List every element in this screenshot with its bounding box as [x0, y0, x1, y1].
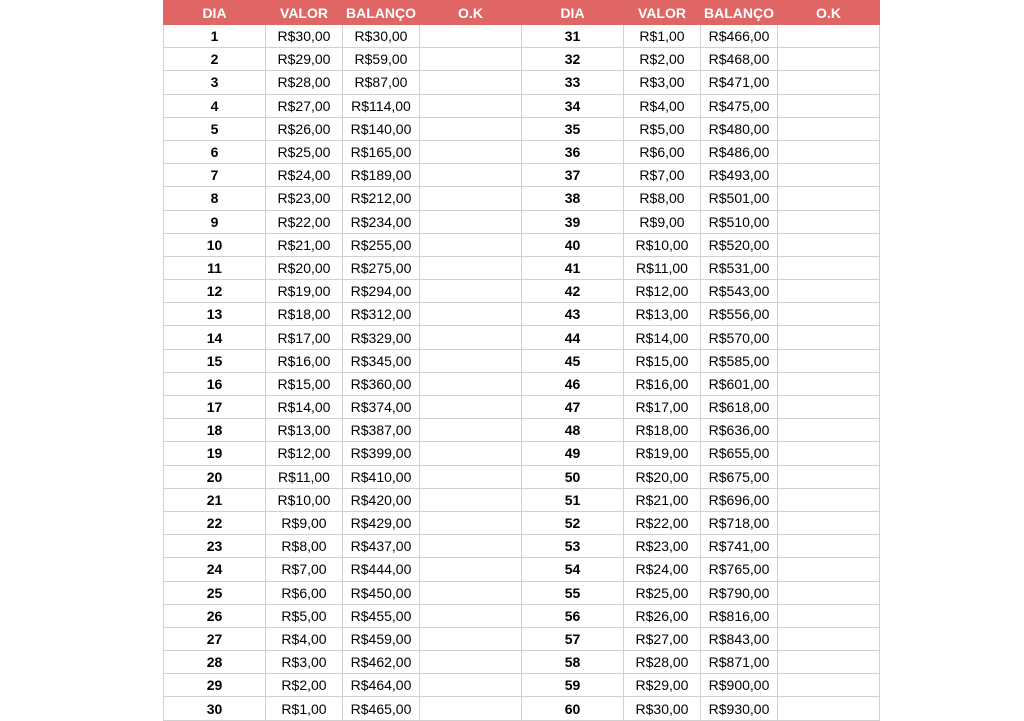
valor-cell: R$5,00: [624, 117, 701, 140]
table-row: [164, 627, 880, 650]
valor-cell: R$30,00: [266, 25, 343, 48]
dia-cell: 21: [164, 488, 266, 511]
balanco-cell: R$212,00: [343, 187, 420, 210]
balanco-cell: R$696,00: [701, 488, 778, 511]
valor-cell: R$11,00: [624, 256, 701, 279]
balanco-cell: R$464,00: [343, 674, 420, 697]
balanco-cell: R$816,00: [701, 604, 778, 627]
dia-cell: 47: [522, 396, 624, 419]
ok-cell[interactable]: [420, 280, 522, 303]
valor-cell: R$12,00: [624, 280, 701, 303]
dia-cell: 48: [522, 419, 624, 442]
ok-cell[interactable]: [420, 674, 522, 697]
balanco-cell: R$465,00: [343, 697, 420, 720]
balanco-cell: R$930,00: [701, 697, 778, 720]
dia-cell: 16: [164, 372, 266, 395]
balanco-cell: R$444,00: [343, 558, 420, 581]
ok-cell[interactable]: [420, 372, 522, 395]
table-row: [164, 419, 880, 442]
valor-cell: R$16,00: [624, 372, 701, 395]
dia-cell: 38: [522, 187, 624, 210]
table-row: [164, 581, 880, 604]
balanco-cell: R$531,00: [701, 256, 778, 279]
dia-cell: 39: [522, 210, 624, 233]
table-row: [164, 558, 880, 581]
table-row: [164, 140, 880, 163]
valor-cell: R$16,00: [266, 349, 343, 372]
dia-cell: 5: [164, 117, 266, 140]
dia-cell: 3: [164, 71, 266, 94]
table-row: [164, 651, 880, 674]
dia-cell: 12: [164, 280, 266, 303]
ok-cell[interactable]: [420, 419, 522, 442]
valor-cell: R$7,00: [266, 558, 343, 581]
valor-cell: R$27,00: [624, 627, 701, 650]
balanco-cell: R$466,00: [701, 25, 778, 48]
balanco-cell: R$114,00: [343, 94, 420, 117]
valor-cell: R$3,00: [624, 71, 701, 94]
balanco-cell: R$570,00: [701, 326, 778, 349]
balanco-cell: R$471,00: [701, 71, 778, 94]
balanco-cell: R$59,00: [343, 48, 420, 71]
table-row: [164, 71, 880, 94]
valor-cell: R$18,00: [624, 419, 701, 442]
dia-cell: 36: [522, 140, 624, 163]
dia-cell: 58: [522, 651, 624, 674]
dia-cell: 22: [164, 511, 266, 534]
table-row: [164, 164, 880, 187]
valor-cell: R$2,00: [266, 674, 343, 697]
header-dia: DIA: [522, 1, 624, 25]
valor-cell: R$22,00: [624, 511, 701, 534]
dia-cell: 50: [522, 465, 624, 488]
valor-cell: R$18,00: [266, 303, 343, 326]
balanco-cell: R$140,00: [343, 117, 420, 140]
balanco-cell: R$312,00: [343, 303, 420, 326]
balanco-cell: R$468,00: [701, 48, 778, 71]
ok-cell[interactable]: [420, 488, 522, 511]
ok-cell[interactable]: [420, 164, 522, 187]
table-row: [164, 94, 880, 117]
valor-cell: R$21,00: [624, 488, 701, 511]
ok-cell[interactable]: [420, 581, 522, 604]
balanco-cell: R$636,00: [701, 419, 778, 442]
valor-cell: R$20,00: [624, 465, 701, 488]
table-row: [164, 465, 880, 488]
ok-cell[interactable]: [778, 627, 880, 650]
balanco-cell: R$437,00: [343, 535, 420, 558]
balanco-cell: R$480,00: [701, 117, 778, 140]
ok-cell[interactable]: [778, 558, 880, 581]
dia-cell: 8: [164, 187, 266, 210]
table-row: [164, 48, 880, 71]
ok-cell[interactable]: [778, 233, 880, 256]
balanco-cell: R$543,00: [701, 280, 778, 303]
table-row: [164, 303, 880, 326]
header-valor: VALOR: [624, 1, 701, 25]
balanco-cell: R$520,00: [701, 233, 778, 256]
valor-cell: R$1,00: [266, 697, 343, 720]
ok-cell[interactable]: [778, 442, 880, 465]
table-row: [164, 442, 880, 465]
dia-cell: 18: [164, 419, 266, 442]
table-row: [164, 604, 880, 627]
savings-challenge-sheet: [163, 0, 879, 721]
table-row: [164, 488, 880, 511]
dia-cell: 17: [164, 396, 266, 419]
balanco-cell: R$486,00: [701, 140, 778, 163]
ok-cell[interactable]: [778, 581, 880, 604]
table-row: [164, 233, 880, 256]
dia-cell: 13: [164, 303, 266, 326]
ok-cell[interactable]: [778, 94, 880, 117]
balanco-cell: R$900,00: [701, 674, 778, 697]
valor-cell: R$22,00: [266, 210, 343, 233]
valor-cell: R$21,00: [266, 233, 343, 256]
balanco-cell: R$765,00: [701, 558, 778, 581]
valor-cell: R$14,00: [624, 326, 701, 349]
ok-cell[interactable]: [420, 140, 522, 163]
balanco-cell: R$374,00: [343, 396, 420, 419]
header-row: [164, 1, 880, 25]
ok-cell[interactable]: [778, 396, 880, 419]
ok-cell[interactable]: [420, 535, 522, 558]
table-row: [164, 535, 880, 558]
ok-cell[interactable]: [420, 71, 522, 94]
balanco-cell: R$275,00: [343, 256, 420, 279]
valor-cell: R$6,00: [266, 581, 343, 604]
ok-cell[interactable]: [778, 25, 880, 48]
valor-cell: R$20,00: [266, 256, 343, 279]
dia-cell: 35: [522, 117, 624, 140]
dia-cell: 20: [164, 465, 266, 488]
dia-cell: 29: [164, 674, 266, 697]
balanco-cell: R$871,00: [701, 651, 778, 674]
ok-cell[interactable]: [420, 442, 522, 465]
ok-cell[interactable]: [420, 349, 522, 372]
balanco-cell: R$255,00: [343, 233, 420, 256]
ok-cell[interactable]: [778, 210, 880, 233]
valor-cell: R$10,00: [266, 488, 343, 511]
dia-cell: 7: [164, 164, 266, 187]
balanco-cell: R$455,00: [343, 604, 420, 627]
table-row: [164, 280, 880, 303]
valor-cell: R$26,00: [624, 604, 701, 627]
dia-cell: 44: [522, 326, 624, 349]
ok-cell[interactable]: [778, 187, 880, 210]
ok-cell[interactable]: [778, 674, 880, 697]
dia-cell: 33: [522, 71, 624, 94]
balanco-cell: R$387,00: [343, 419, 420, 442]
ok-cell[interactable]: [420, 396, 522, 419]
ok-cell[interactable]: [778, 326, 880, 349]
valor-cell: R$4,00: [266, 627, 343, 650]
dia-cell: 57: [522, 627, 624, 650]
dia-cell: 55: [522, 581, 624, 604]
valor-cell: R$11,00: [266, 465, 343, 488]
ok-cell[interactable]: [778, 372, 880, 395]
dia-cell: 51: [522, 488, 624, 511]
balanco-cell: R$420,00: [343, 488, 420, 511]
header-balanco: BALANÇO: [343, 1, 420, 25]
balanco-cell: R$165,00: [343, 140, 420, 163]
dia-cell: 10: [164, 233, 266, 256]
valor-cell: R$10,00: [624, 233, 701, 256]
dia-cell: 45: [522, 349, 624, 372]
balanco-cell: R$450,00: [343, 581, 420, 604]
ok-cell[interactable]: [420, 48, 522, 71]
ok-cell[interactable]: [778, 511, 880, 534]
valor-cell: R$2,00: [624, 48, 701, 71]
table-row: [164, 25, 880, 48]
ok-cell[interactable]: [778, 117, 880, 140]
valor-cell: R$26,00: [266, 117, 343, 140]
balanco-cell: R$345,00: [343, 349, 420, 372]
ok-cell[interactable]: [420, 233, 522, 256]
balanco-cell: R$501,00: [701, 187, 778, 210]
dia-cell: 28: [164, 651, 266, 674]
dia-cell: 15: [164, 349, 266, 372]
dia-cell: 24: [164, 558, 266, 581]
ok-cell[interactable]: [778, 488, 880, 511]
valor-cell: R$29,00: [624, 674, 701, 697]
balanco-cell: R$294,00: [343, 280, 420, 303]
valor-cell: R$29,00: [266, 48, 343, 71]
valor-cell: R$7,00: [624, 164, 701, 187]
valor-cell: R$3,00: [266, 651, 343, 674]
dia-cell: 6: [164, 140, 266, 163]
dia-cell: 41: [522, 256, 624, 279]
valor-cell: R$30,00: [624, 697, 701, 720]
balanco-cell: R$741,00: [701, 535, 778, 558]
ok-cell[interactable]: [778, 48, 880, 71]
ok-cell[interactable]: [420, 627, 522, 650]
balanco-cell: R$459,00: [343, 627, 420, 650]
ok-cell[interactable]: [778, 697, 880, 720]
valor-cell: R$8,00: [624, 187, 701, 210]
table-row: [164, 697, 880, 720]
ok-cell[interactable]: [778, 140, 880, 163]
valor-cell: R$13,00: [266, 419, 343, 442]
dia-cell: 11: [164, 256, 266, 279]
valor-cell: R$17,00: [624, 396, 701, 419]
dia-cell: 34: [522, 94, 624, 117]
valor-cell: R$14,00: [266, 396, 343, 419]
ok-cell[interactable]: [420, 94, 522, 117]
valor-cell: R$8,00: [266, 535, 343, 558]
balanco-cell: R$87,00: [343, 71, 420, 94]
valor-cell: R$23,00: [624, 535, 701, 558]
ok-cell[interactable]: [420, 651, 522, 674]
dia-cell: 31: [522, 25, 624, 48]
balanco-cell: R$360,00: [343, 372, 420, 395]
valor-cell: R$24,00: [624, 558, 701, 581]
table-row: [164, 326, 880, 349]
dia-cell: 25: [164, 581, 266, 604]
dia-cell: 37: [522, 164, 624, 187]
balanco-cell: R$843,00: [701, 627, 778, 650]
header-balanco: BALANÇO: [701, 1, 778, 25]
table-row: [164, 396, 880, 419]
valor-cell: R$25,00: [624, 581, 701, 604]
table-row: [164, 349, 880, 372]
valor-cell: R$4,00: [624, 94, 701, 117]
balanco-cell: R$601,00: [701, 372, 778, 395]
balanco-cell: R$30,00: [343, 25, 420, 48]
dia-cell: 59: [522, 674, 624, 697]
savings-table: [163, 0, 880, 721]
valor-cell: R$15,00: [266, 372, 343, 395]
header-ok: O.K: [420, 1, 522, 25]
valor-cell: R$28,00: [624, 651, 701, 674]
balanco-cell: R$189,00: [343, 164, 420, 187]
ok-cell[interactable]: [778, 256, 880, 279]
dia-cell: 26: [164, 604, 266, 627]
dia-cell: 60: [522, 697, 624, 720]
balanco-cell: R$510,00: [701, 210, 778, 233]
table-row: [164, 210, 880, 233]
table-row: [164, 511, 880, 534]
ok-cell[interactable]: [420, 303, 522, 326]
dia-cell: 14: [164, 326, 266, 349]
ok-cell[interactable]: [778, 303, 880, 326]
balanco-cell: R$410,00: [343, 465, 420, 488]
balanco-cell: R$329,00: [343, 326, 420, 349]
valor-cell: R$28,00: [266, 71, 343, 94]
valor-cell: R$5,00: [266, 604, 343, 627]
valor-cell: R$17,00: [266, 326, 343, 349]
valor-cell: R$9,00: [624, 210, 701, 233]
valor-cell: R$25,00: [266, 140, 343, 163]
ok-cell[interactable]: [420, 256, 522, 279]
dia-cell: 32: [522, 48, 624, 71]
ok-cell[interactable]: [778, 280, 880, 303]
valor-cell: R$24,00: [266, 164, 343, 187]
table-row: [164, 674, 880, 697]
dia-cell: 53: [522, 535, 624, 558]
header-valor: VALOR: [266, 1, 343, 25]
dia-cell: 23: [164, 535, 266, 558]
ok-cell[interactable]: [420, 604, 522, 627]
dia-cell: 43: [522, 303, 624, 326]
balanco-cell: R$493,00: [701, 164, 778, 187]
dia-cell: 40: [522, 233, 624, 256]
valor-cell: R$1,00: [624, 25, 701, 48]
dia-cell: 27: [164, 627, 266, 650]
dia-cell: 30: [164, 697, 266, 720]
valor-cell: R$19,00: [266, 280, 343, 303]
valor-cell: R$15,00: [624, 349, 701, 372]
balanco-cell: R$475,00: [701, 94, 778, 117]
header-ok: O.K: [778, 1, 880, 25]
ok-cell[interactable]: [778, 604, 880, 627]
balanco-cell: R$718,00: [701, 511, 778, 534]
dia-cell: 2: [164, 48, 266, 71]
valor-cell: R$9,00: [266, 511, 343, 534]
balanco-cell: R$675,00: [701, 465, 778, 488]
valor-cell: R$19,00: [624, 442, 701, 465]
ok-cell[interactable]: [420, 25, 522, 48]
ok-cell[interactable]: [778, 465, 880, 488]
ok-cell[interactable]: [420, 187, 522, 210]
valor-cell: R$13,00: [624, 303, 701, 326]
balanco-cell: R$462,00: [343, 651, 420, 674]
dia-cell: 9: [164, 210, 266, 233]
ok-cell[interactable]: [420, 210, 522, 233]
table-row: [164, 117, 880, 140]
balanco-cell: R$429,00: [343, 511, 420, 534]
ok-cell[interactable]: [778, 419, 880, 442]
table-row: [164, 372, 880, 395]
ok-cell[interactable]: [420, 465, 522, 488]
dia-cell: 52: [522, 511, 624, 534]
valor-cell: R$27,00: [266, 94, 343, 117]
balanco-cell: R$234,00: [343, 210, 420, 233]
header-dia: DIA: [164, 1, 266, 25]
balanco-cell: R$585,00: [701, 349, 778, 372]
dia-cell: 1: [164, 25, 266, 48]
ok-cell[interactable]: [420, 697, 522, 720]
ok-cell[interactable]: [778, 349, 880, 372]
ok-cell[interactable]: [420, 326, 522, 349]
dia-cell: 56: [522, 604, 624, 627]
dia-cell: 54: [522, 558, 624, 581]
balanco-cell: R$618,00: [701, 396, 778, 419]
ok-cell[interactable]: [778, 71, 880, 94]
balanco-cell: R$655,00: [701, 442, 778, 465]
dia-cell: 42: [522, 280, 624, 303]
ok-cell[interactable]: [778, 651, 880, 674]
table-row: [164, 187, 880, 210]
ok-cell[interactable]: [420, 511, 522, 534]
balanco-cell: R$399,00: [343, 442, 420, 465]
balanco-cell: R$790,00: [701, 581, 778, 604]
ok-cell[interactable]: [778, 164, 880, 187]
dia-cell: 49: [522, 442, 624, 465]
valor-cell: R$6,00: [624, 140, 701, 163]
dia-cell: 19: [164, 442, 266, 465]
valor-cell: R$12,00: [266, 442, 343, 465]
dia-cell: 4: [164, 94, 266, 117]
ok-cell[interactable]: [420, 558, 522, 581]
dia-cell: 46: [522, 372, 624, 395]
balanco-cell: R$556,00: [701, 303, 778, 326]
ok-cell[interactable]: [420, 117, 522, 140]
valor-cell: R$23,00: [266, 187, 343, 210]
ok-cell[interactable]: [778, 535, 880, 558]
table-row: [164, 256, 880, 279]
